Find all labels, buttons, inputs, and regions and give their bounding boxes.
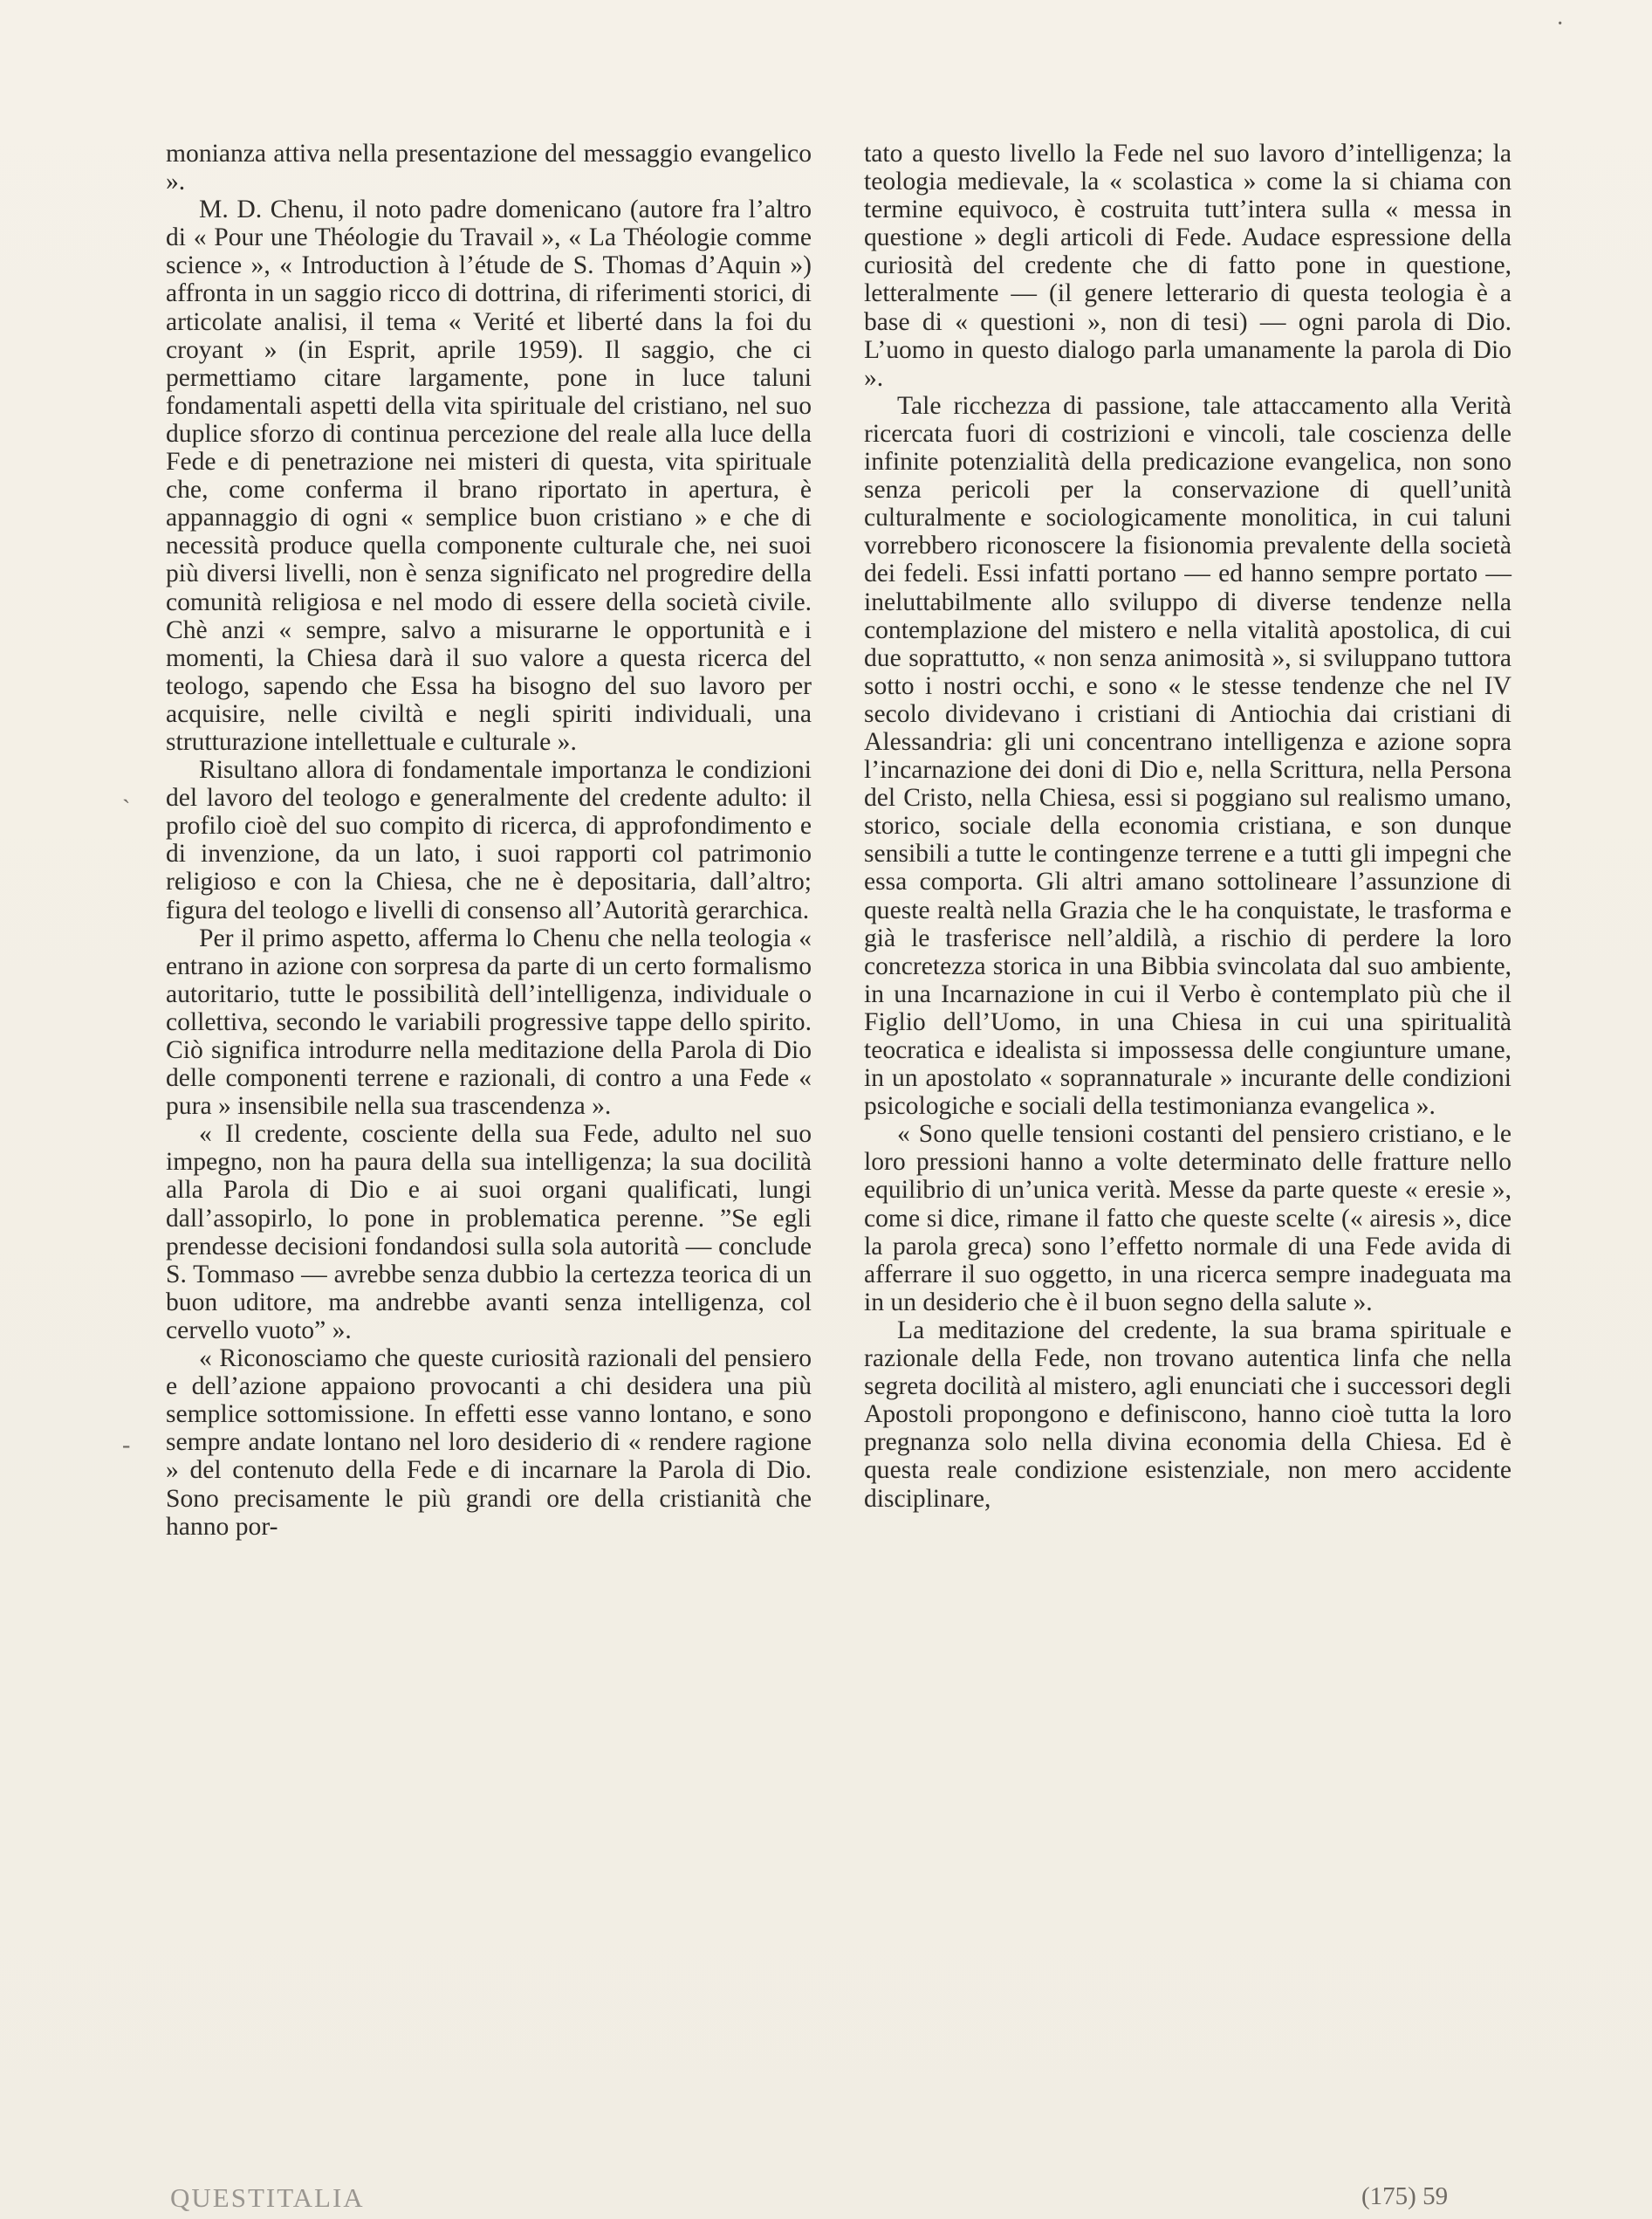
paragraph: « Riconosciamo che queste curiosità razionali del pensiero e dell’azione appaiono provocanti a chi desidera una più semplice sottomissione. In effetti esse vanno lontano, e sono sempre andate lontano nel loro desiderio di « rendere ragione » del contenuto della Fede e di incarnare la Parola di Dio. Sono precisamente le più grandi ore della cristianità che hanno por- [166, 1344, 812, 1541]
paragraph: « Il credente, cosciente della sua Fede, adulto nel suo impegno, non ha paura della sua intelligenza; la sua docilità alla Parola di Dio e ai suoi organi qualificati, lungi dall’assopirlo, lo pone in problematica perenne. ”Se egli prendesse decisioni fondandosi sulla sola autorità — conclude S. Tommaso — avrebbe senza dubbio la certezza teorica di un buon uditore, ma andrebbe avanti senza intelligenza, col cervello vuoto” ». [166, 1120, 812, 1344]
paragraph: Per il primo aspetto, afferma lo Chenu che nella teologia « entrano in azione con sorpresa da parte di un certo formalismo autoritario, tutte le possibilità dell’intelligenza, individuale o collettiva, secondo le variabili progressive tappe dello spirito. Ciò significa introdurre nella meditazione della Parola di Dio delle componenti terrene e razionali, di contro a una Fede « pura » insensibile nella sua trascendenza ». [166, 924, 812, 1121]
continued-paragraph: tato a questo livello la Fede nel suo lavoro d’intelligenza; la teologia medievale, la « scolastica » come la si chiama con termine equivoco, è costruita tutt’intera sulla « messa in questione » degli articoli di Fede. Audace espressione della curiosità del credente che di fatto pone in questione, letteralmente — (il genere letterario di questa teologia è a base di « questioni », non di tesi) — ogni parola di Dio. L’uomo in questo dialogo parla umanamente la parola di Dio ». [864, 140, 1511, 392]
scan-dot: · [1556, 10, 1565, 38]
paragraph: Risultano allora di fondamentale importanza le condizioni del lavoro del teologo e generalmente del credente adulto: il profilo cioè del suo compito di ricerca, di approfondimento e di invenzione, da un lato, i suoi rapporti col patrimonio religioso e con la Chiesa, che ne è depositaria, dall’altro; figura del teologo e livelli di consenso all’Autorità gerarchica. [166, 756, 812, 924]
page-number: (175) 59 [1361, 2182, 1449, 2210]
paragraph: « Sono quelle tensioni costanti del pensiero cristiano, e le loro pressioni hanno a volte determinato delle fratture nello equilibrio di un’unica verità. Messe da parte queste « eresie », come si dice, rimane il fatto che queste scelte (« airesis », dice la parola greca) sono l’effetto normale di una Fede avida di afferrare il suo oggetto, in una ricerca sempre inadeguata ma in un desiderio che è il buon segno della salute ». [864, 1120, 1511, 1316]
paragraph: M. D. Chenu, il noto padre domenicano (autore fra l’altro di « Pour une Théologie du Travail », « La Théologie comme science », « Introduction à l’étude de S. Thomas d’Aquin ») affronta in un saggio ricco di dottrina, di riferimenti storici, di articolate analisi, il tema « Verité et liberté dans la foi du croyant » (in Esprit, aprile 1959). Il saggio, che ci permettiamo citare largamente, pone in luce taluni fondamentali aspetti della vita spirituale del cristiano, nel suo duplice sforzo di continua percezione del reale alla luce della Fede e di penetrazione nei misteri di questa, vita spirituale che, come conferma il brano riportato in apertura, è appannaggio di ogni « semplice buon cristiano » e che di necessità produce quella componente culturale che, nei suoi più diversi livelli, non è senza significato nel progredire della comunità religiosa e nel modo di essere della società civile. Chè anzi « sempre, salvo a misurarne le opportunità e i momenti, la Chiesa darà il suo valore a questa ricerca del teologo, sapendo che Essa ha bisogno del suo lavoro per acquisire, nelle civiltà e negli spiriti individuali, una strutturazione intellettuale e culturale ». [166, 196, 812, 756]
margin-dash: - [122, 1432, 131, 1459]
publication-name: QUESTITALIA [170, 2182, 365, 2213]
right-text-column [864, 140, 1511, 1513]
paragraph: La meditazione del credente, la sua brama spirituale e razionale della Fede, non trovano autentica linfa che nella segreta docilità al mistero, agli enunciati che i successori degli Apostoli propongono e definiscono, hanno cioè tutta la loro pregnanza solo nella divina economia della Chiesa. Ed è questa reale condizione esistenziale, non mero accidente disciplinare, [864, 1316, 1511, 1513]
left-text-column [166, 140, 812, 1541]
continued-paragraph: monianza attiva nella presentazione del messaggio evangelico ». [166, 140, 812, 196]
margin-tick: ˏ [122, 777, 131, 804]
paragraph: Tale ricchezza di passione, tale attaccamento alla Verità ricercata fuori di costrizioni e vincoli, tale coscienza delle infinite potenzialità della predicazione evangelica, non sono senza pericoli per la conservazione di quell’unità culturalmente e sociologicamente monolitica, in cui taluni vorrebbero riconoscere la fisionomia prevalente della società dei fedeli. Essi infatti portano — ed hanno sempre portato — ineluttabilmente allo sviluppo di diverse tendenze nella contemplazione del mistero e nella vitalità apostolica, di cui due soprattutto, « non senza animosità », si sviluppano tuttora sotto i nostri occhi, e sono « le stesse tendenze che nel IV secolo dividevano i cristiani di Antiochia dai cristiani di Alessandria: gli uni concentrano intelligenza e azione sopra l’incarnazione dei doni di Dio e, nella Scrittura, nella Persona del Cristo, nella Chiesa, essi si poggiano sul realismo umano, storico, sociale della economia cristiana, e son dunque sensibili a tutte le contingenze terrene e a tutti gli impegni che essa comporta. Gli altri amano sottolineare l’assunzione di queste realtà nella Grazia che le ha conquistate, le trasforma e già le trasferisce nell’aldilà, a rischio di perdere la loro concretezza storica in una Bibbia svincolata dal suo ambiente, in una Incarnazione in cui il Verbo è contemplato più che il Figlio dell’Uomo, in una Chiesa in cui una spiritualità teocratica e idealista si impossessa delle congiunture umane, in un apostolato « soprannaturale » incurante delle condizioni psicologiche e sociali della testimonianza evangelica ». [864, 391, 1511, 1121]
